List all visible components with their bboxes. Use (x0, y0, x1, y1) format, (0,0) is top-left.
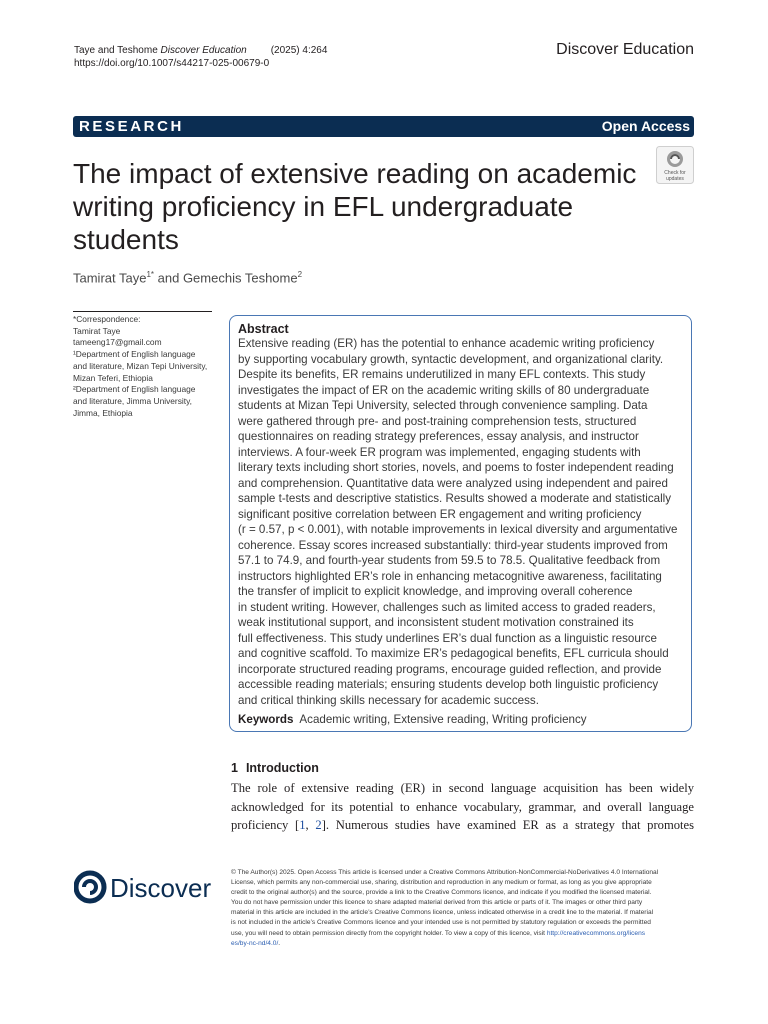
abstract-line: instructors highlighted ER’s role in enhancing metacognitive awareness, facilitating (238, 569, 662, 583)
corr-line: Tamirat Taye (73, 325, 121, 336)
correspondence-block (73, 314, 213, 419)
journal-name: Discover Education (556, 41, 694, 58)
license-end: . (278, 939, 281, 947)
abstract-line: literary texts including short stories, novels, and poems to foster independent reading (238, 461, 674, 474)
keywords-text: Academic writing, Extensive reading, Writing proficiency (299, 713, 587, 726)
citation-link[interactable]: 1 (299, 818, 306, 832)
abstract-line: Extensive reading (ER) has the potential to enhance academic writing proficiency (238, 337, 655, 350)
author-2-affil: 2 (297, 270, 303, 279)
intro-text: proficiency [ (231, 818, 300, 832)
license-text-end: use, you will need to obtain permission directly from the copyright holder. To view a copy of this licence, visit (231, 929, 545, 937)
header-year-issue: (2025) 4:264 (270, 45, 328, 56)
intro-line: acknowledged for its potential to enhance vocabulary, grammar, and overall language (231, 799, 694, 814)
corr-line: and literature, Jimma University, (73, 395, 192, 406)
citation-sep: , (305, 818, 316, 832)
abstract-line: full effectiveness. This study underlines ER’s dual function as a linguistic resource (238, 631, 657, 645)
abstract-line: and cognitive scaffold. To maximize ER’s pedagogical benefits, EFL curricula should (238, 647, 669, 660)
doi-link[interactable]: https://doi.org/10.1007/s44217-025-00679-0 (74, 58, 270, 69)
corr-line: Jimma, Ethiopia (73, 407, 133, 418)
article-type-banner (73, 116, 694, 137)
abstract-line: significant positive correlation between ER engagement and writing proficiency (238, 507, 642, 521)
corr-line: and literature, Mizan Tepi University, (73, 360, 208, 371)
abstract-line: coherence. Essay scores increased substantially: third-year students improved from (238, 538, 668, 552)
license-line (231, 929, 694, 939)
license-line: credit to the original author(s) and the source, provide a link to the Creative Commons licence, and indicate if you modified the licensed material. (231, 889, 652, 897)
abstract-line: investigates the impact of ER on the academic writing skills of 80 undergraduate (238, 383, 650, 397)
author-list (73, 270, 302, 285)
abstract-line: by supporting vocabulary growth, syntactic development, and organizational clarity. (238, 352, 664, 366)
license-line: License, which permits any non-commercial use, sharing, distribution and reproduction in any medium or format, as long as you give appropriate (231, 879, 652, 887)
article-title: The impact of extensive reading on academic writing proficiency in EFL undergraduate students (73, 158, 637, 255)
correspondence-divider (73, 311, 212, 312)
license-text (231, 868, 694, 949)
corr-line: Mizan Teferi, Ethiopia (73, 372, 153, 383)
license-line (231, 939, 694, 949)
license-link[interactable]: http://creativecommons.org/licens (546, 929, 646, 937)
license-link-cont[interactable]: es/by-nc-nd/4.0/ (231, 939, 279, 947)
check-for-updates-icon[interactable] (656, 146, 694, 184)
section-title: Introduction (245, 761, 319, 775)
abstract-line: the transfer of implicit to explicit knowledge, and improving overall coherence (238, 585, 633, 598)
intro-line: The role of extensive reading (ER) in second language acquisition has been widely (231, 781, 694, 795)
license-line: material in this article are included in the article’s Creative Commons licence, unless indicated otherwise in a credit line to the material. If material (231, 909, 654, 917)
discover-logo (74, 868, 219, 908)
citation-link[interactable]: 2 (315, 818, 322, 832)
intro-text: ]. Numerous studies have examined ER as a strategy that promotes (321, 818, 695, 832)
abstract-line: questionnaires on reading strategy preferences, essay analysis, and instructor (238, 430, 639, 443)
abstract-line: were gathered through pre- and post-training comprehension tests, structured (238, 414, 637, 428)
author-1-affil: 1* (146, 270, 155, 279)
license-line: is not included in the article’s Creative Commons licence and your intended use is not permitted by statutory regulation or exceeds the permitted (231, 919, 651, 927)
abstract-line: interviews. A four-week ER program was implemented, engaging students with (238, 445, 641, 459)
author-1[interactable]: Tamirat Taye (73, 270, 147, 286)
abstract-heading: Abstract (238, 322, 289, 336)
abstract-line: sample t-tests and descriptive statistics. Results showed a moderate and statistically (238, 492, 672, 505)
corr-email[interactable]: tameeng17@gmail.com (73, 337, 162, 348)
check-updates-line1: Check for (664, 170, 686, 176)
abstract-line: and critical thinking skills necessary for academic success. (238, 693, 539, 707)
intro-paragraph (231, 779, 694, 835)
header-journal: Discover Education (160, 45, 247, 56)
abstract-line: accessible reading materials; ensuring students develop both linguistic proficiency (238, 678, 659, 691)
open-access-label: Open Access (601, 118, 690, 134)
header-authors: Taye and Teshome (74, 45, 158, 56)
author-2[interactable]: and Gemechis Teshome (154, 270, 298, 286)
abstract-line: Despite its benefits, ER remains underutilized in many EFL contexts. This study (238, 368, 646, 381)
corr-line: *Correspondence: (73, 314, 141, 324)
corr-line: ²Department of English language (73, 384, 196, 395)
abstract-line: in student writing. However, challenges such as limited access to graded readers, (238, 600, 656, 614)
abstract-line: 57.1 to 74.9, and fourth-year students from 59.5 to 78.5. Qualitative feedback from (238, 554, 661, 567)
abstract-body (238, 336, 686, 708)
abstract-line: students at Mizan Tepi University, selected through convenience sampling. Data (238, 399, 648, 412)
intro-line (231, 816, 694, 835)
check-updates-line2: updates (666, 176, 684, 182)
corr-line: ¹Department of English language (73, 349, 196, 360)
keywords-label: Keywords (238, 713, 294, 726)
abstract-line: incorporate structured reading programs, encourage guided reflection, and provide (238, 662, 662, 676)
logo-text: Discover (110, 873, 212, 903)
abstract-line: (r = 0.57, p < 0.001), with notable improvements in lexical diversity and argumentative (238, 523, 678, 536)
license-line: You do not have permission under this licence to share adapted material derived from this article or parts of it. The images or other third party (231, 899, 643, 907)
section-number: 1 (231, 761, 238, 775)
abstract-line: weak institutional support, and inconsistent student motivation constrained its (238, 616, 634, 629)
citation-header (74, 44, 327, 70)
keywords-line (238, 713, 587, 726)
section-heading (231, 761, 327, 775)
abstract-line: and comprehension. Quantitative data were analyzed using independent and paired (238, 476, 668, 490)
article-type-label: RESEARCH (79, 118, 184, 135)
license-line: © The Author(s) 2025. Open Access This article is licensed under a Creative Commons Attribution-NonCommercial-NoDerivatives 4.0 International (231, 869, 659, 876)
